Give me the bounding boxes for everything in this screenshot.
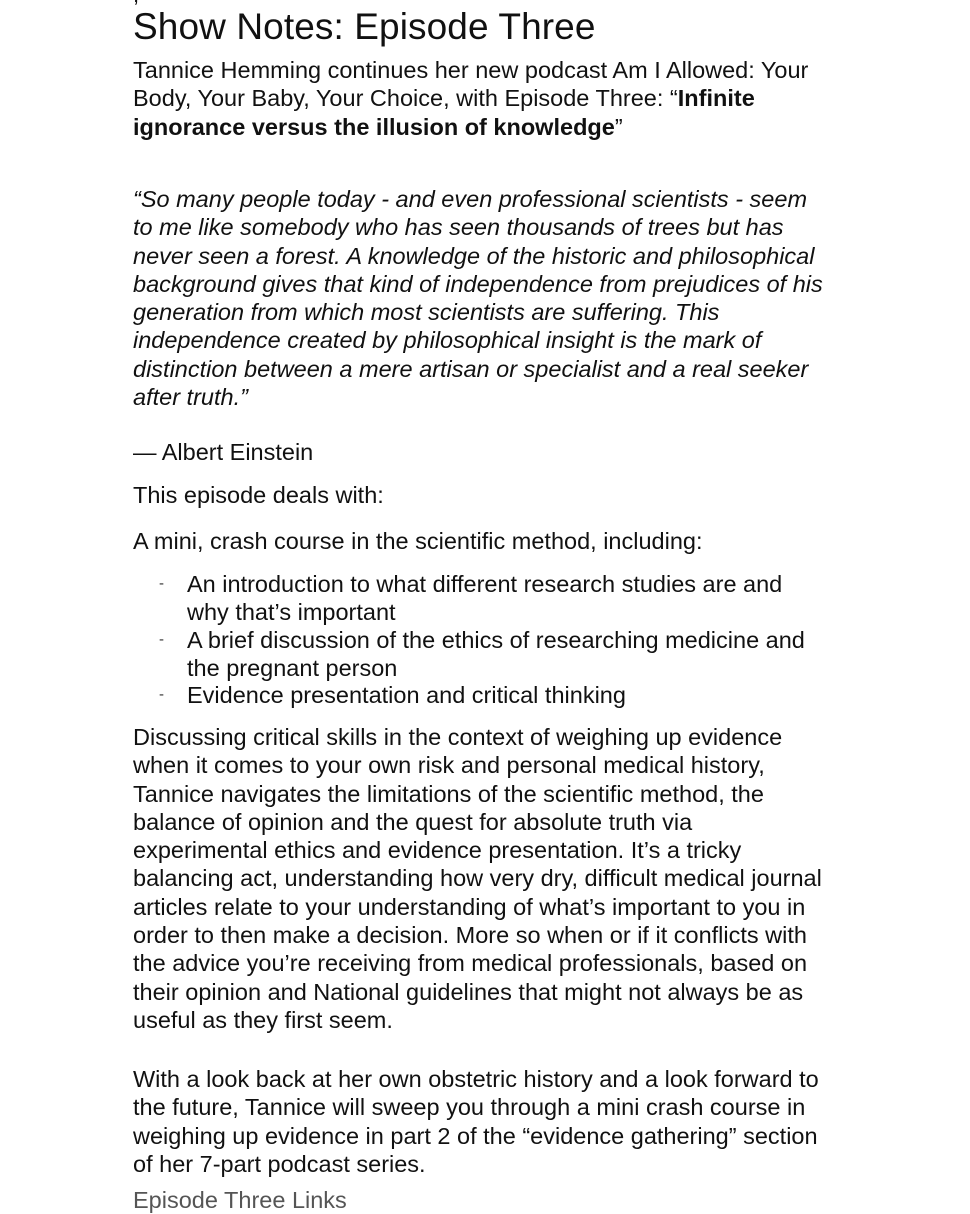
list-item xyxy=(133,570,823,627)
page-title: Show Notes: Episode Three xyxy=(133,6,596,47)
bullet-marker: - xyxy=(159,575,164,592)
episode-deals-heading: This episode deals with: xyxy=(133,482,384,508)
list-item-text: A brief discussion of the ethics of researching medicine and the pregnant person xyxy=(187,626,805,681)
bullet-marker: - xyxy=(159,686,164,704)
obstetric-history-paragraph: With a look back at her own obstetric history and a look forward to the future, Tannice will sweep you through a mini crash course in weighing up evidence in part 2 of the “evidence gathering” section of her 7-part podcast series. xyxy=(133,1066,819,1177)
list-item xyxy=(133,626,823,683)
episode-intro xyxy=(133,56,823,141)
crash-course-intro: A mini, crash course in the scientific method, including: xyxy=(133,528,703,554)
quote-attribution: — Albert Einstein xyxy=(133,439,314,465)
cropped-links-heading: Episode Three Links xyxy=(133,1187,347,1213)
list-item xyxy=(133,681,823,709)
intro-closing-quote: ” xyxy=(614,113,623,140)
einstein-quote: “So many people today - and even professional scientists - seem to me like somebody who has seen thousands of trees but has never seen a forest. A knowledge of the historic and philosophical background gives that kind of independence from prejudices of his generation from which most scientists are suffering. This independence created by philosophical insight is the mark of distinction between a mere artisan or specialist and a real seeker after truth.” xyxy=(133,186,823,411)
critical-skills-paragraph: Discussing critical skills in the context of weighing up evidence when it comes to your own risk and personal medical history, Tannice navigates the limitations of the scientific method, the balance of opinion and the quest for absolute truth via experimental ethics and evidence presentation. It’s a tricky balancing act, understanding how very dry, difficult medical journal articles relate to your understanding of what’s important to you in order to then make a decision. More so when or if it conflicts with the advice you’re receiving from medical professionals, based on their opinion and National guidelines that might not always be as useful as they first seem. xyxy=(133,724,822,1033)
episode-title-bold: Infinite ignorance versus the illusion of knowledge xyxy=(133,85,755,140)
topic-list xyxy=(133,570,823,708)
list-item-text: Evidence presentation and critical thinking xyxy=(187,682,626,709)
list-item-text: An introduction to what different research studies are and why that’s important xyxy=(187,571,783,626)
intro-text: Tannice Hemming continues her new podcast Am I Allowed: Your Body, Your Baby, Your Choice, with Episode Three: “ xyxy=(133,57,809,112)
bullet-marker: - xyxy=(159,630,164,648)
